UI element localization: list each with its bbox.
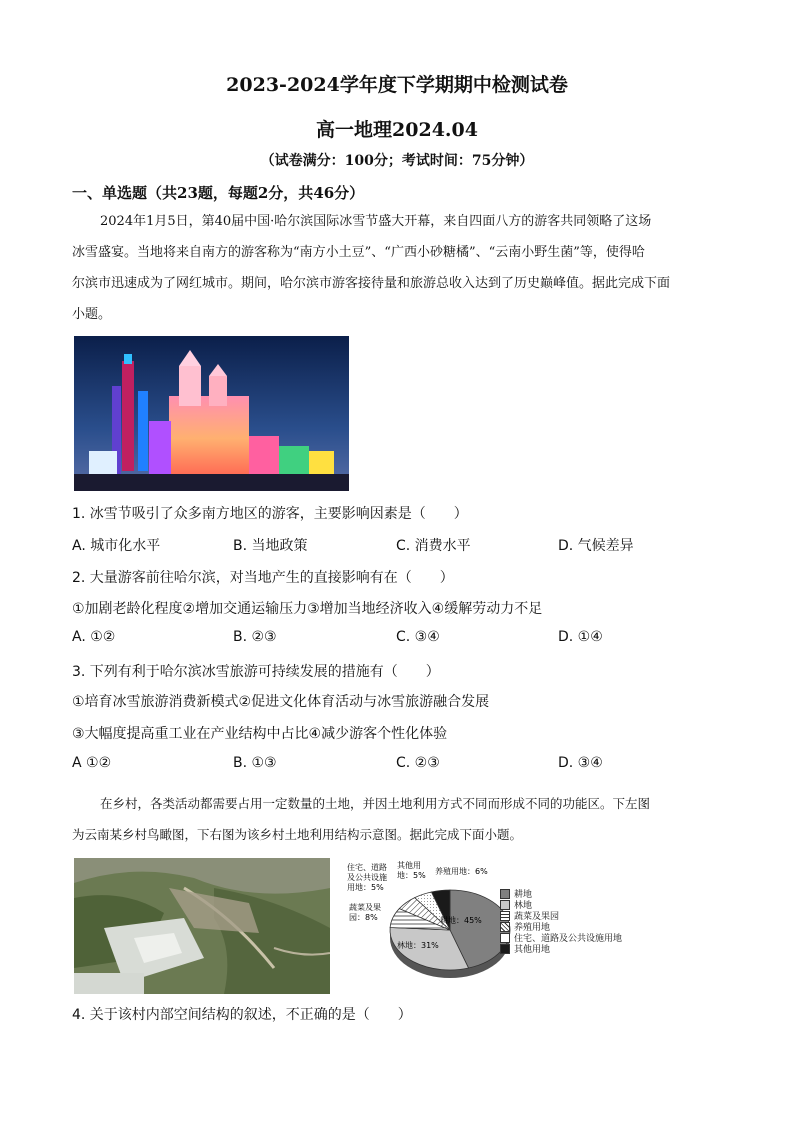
question-4-stem: 4. 关于该村内部空间结构的叙述，不正确的是（ ） — [72, 1007, 412, 1023]
question-1-stem: 1. 冰雪节吸引了众多南方地区的游客，主要影响因素是（ ） — [72, 506, 468, 522]
pie-label-veg-line2: 园：8% — [349, 913, 378, 922]
section-heading: 一、单选题（共23题，每题2分，共46分） — [72, 184, 365, 202]
pie-label-other-line1: 其他用 — [397, 861, 421, 870]
pie-label-farmland: 耕地：45% — [440, 916, 482, 925]
q1-option-b[interactable]: B. 当地政策 — [233, 538, 308, 554]
ice-festival-photo — [74, 336, 349, 491]
legend-label: 林地 — [514, 901, 533, 911]
pie-label-other-line2: 地：5% — [397, 871, 426, 880]
q2-option-a[interactable]: A. ①② — [72, 629, 116, 645]
legend-label: 住宅、道路及公共设施用地 — [514, 934, 623, 944]
exam-subtitle: 高一地理2024.04 — [316, 119, 478, 141]
q2-option-c[interactable]: C. ③④ — [396, 629, 440, 645]
q1-option-d[interactable]: D. 气候差异 — [558, 538, 634, 554]
passage-line: 小题。 — [72, 307, 112, 322]
passage-1 — [72, 206, 722, 330]
question-3-statements-1: ①培育冰雪旅游消费新模式②促进文化体育活动与冰雪旅游融合发展 — [72, 694, 490, 710]
legend-swatch — [500, 922, 510, 932]
q3-option-b[interactable]: B. ①③ — [233, 755, 277, 771]
question-3-stem: 3. 下列有利于哈尔滨冰雪旅游可持续发展的措施有（ ） — [72, 664, 440, 680]
exam-title: 2023-2024学年度下学期期中检测试卷 — [226, 74, 568, 96]
q2-option-d[interactable]: D. ①④ — [558, 629, 603, 645]
legend-swatch — [500, 933, 510, 943]
q1-option-a[interactable]: A. 城市化水平 — [72, 538, 161, 554]
pie-label-veg-line1: 蔬菜及果 — [349, 903, 381, 912]
village-aerial-photo — [74, 858, 330, 994]
q3-option-a[interactable]: A ①② — [72, 755, 112, 771]
passage-line: 在乡村，各类活动都需要占用一定数量的土地，并因土地利用方式不同而形成不同的功能区。下左图 — [100, 796, 651, 811]
passage-2 — [72, 788, 722, 850]
passage-line: 冰雪盛宴。当地将来自南方的游客称为“南方小土豆”、“广西小砂糖橘”、“云南小野生菌”等，使得哈 — [72, 245, 645, 260]
pie-label-housing-line1: 住宅、道路 — [347, 863, 387, 872]
legend-swatch — [500, 889, 510, 899]
legend-label: 耕地 — [514, 890, 533, 900]
exam-meta: （试卷满分：100分；考试时间：75分钟） — [260, 153, 534, 169]
question-3-statements-2: ③大幅度提高重工业在产业结构中占比④减少游客个性化体验 — [72, 726, 448, 742]
passage-line: 尔滨市迅速成为了网红城市。期间，哈尔滨市游客接待量和旅游总收入达到了历史巅峰值。据此完成下面 — [72, 276, 671, 291]
legend-swatch — [500, 911, 510, 921]
q3-option-d[interactable]: D. ③④ — [558, 755, 603, 771]
q1-option-c[interactable]: C. 消费水平 — [396, 538, 471, 554]
legend-label: 养殖用地 — [514, 923, 551, 933]
legend-label: 其他用地 — [514, 945, 551, 955]
pie-legend — [500, 888, 622, 954]
legend-swatch — [500, 900, 510, 910]
pie-label-forest: 林地：31% — [397, 941, 439, 950]
pie-label-housing-line3: 用地：5% — [347, 883, 384, 892]
q3-option-c[interactable]: C. ②③ — [396, 755, 440, 771]
question-2-statements: ①加剧老龄化程度②增加交通运输压力③增加当地经济收入④缓解劳动力不足 — [72, 601, 543, 617]
pie-label-breeding: 养殖用地：6% — [435, 867, 488, 876]
land-use-pie-chart — [345, 858, 515, 994]
q2-option-b[interactable]: B. ②③ — [233, 629, 277, 645]
legend-label: 蔬菜及果园 — [514, 912, 560, 922]
question-2-stem: 2. 大量游客前往哈尔滨，对当地产生的直接影响有在（ ） — [72, 570, 454, 586]
legend-swatch — [500, 944, 510, 954]
passage-line: 2024年1月5日，第40届中国·哈尔滨国际冰雪节盛大开幕，来自四面八方的游客共同领略了这场 — [100, 214, 652, 229]
passage-line: 为云南某乡村鸟瞰图，下右图为该乡村土地利用结构示意图。据此完成下面小题。 — [72, 827, 523, 842]
legend-item-other — [500, 943, 622, 954]
pie-label-housing-line2: 及公共设施 — [347, 873, 387, 882]
